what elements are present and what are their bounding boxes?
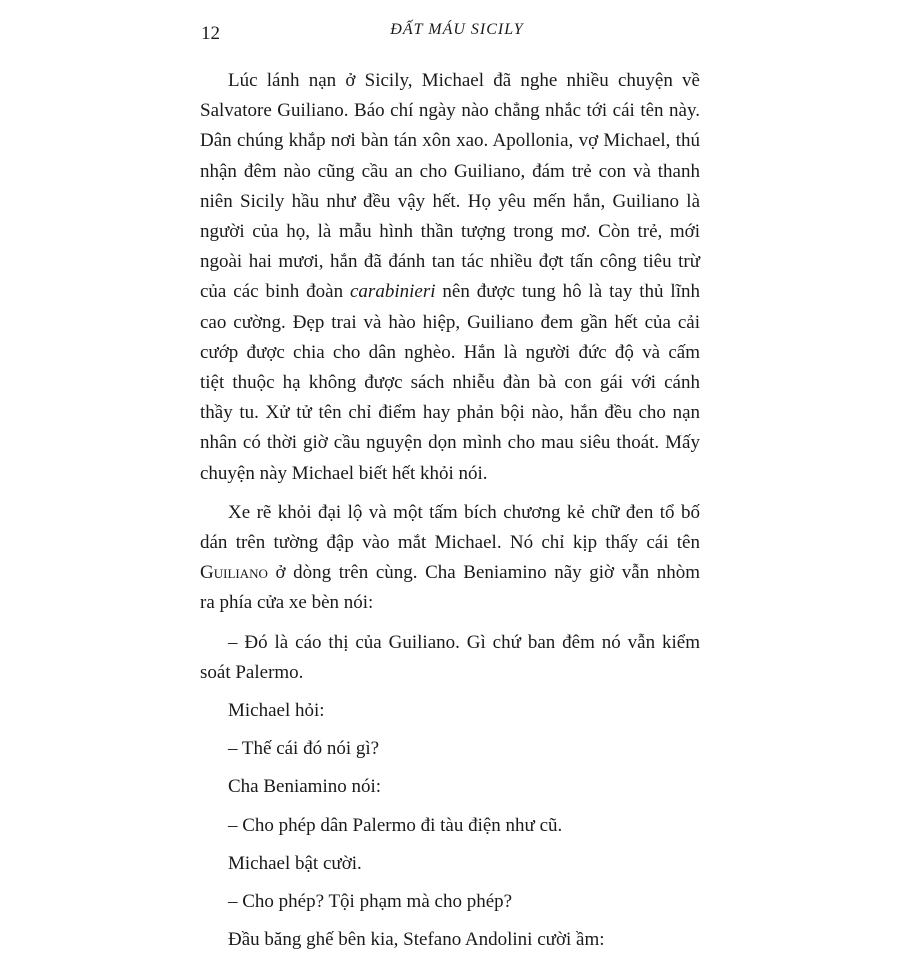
text-line: ngoài hai mươi, hắn đã đánh tan tác nhiều đợt tấn công tiêu trừ [200, 251, 700, 273]
text-line: cao cường. Đẹp trai và hào hiệp, Guiliano đem gần hết của cải [200, 311, 700, 333]
text-line: dán trên tường đập vào mắt Michael. Nó chỉ kịp thấy cái tên [200, 532, 700, 554]
text-line: nhân có thời giờ cầu nguyện dọn mình cho mau siêu thoát. Mấy [200, 432, 700, 454]
paragraph [200, 66, 700, 489]
text-line [200, 277, 700, 307]
dialogue-line: – Cho phép dân Palermo đi tàu điện như cũ. [228, 814, 563, 836]
text-line: người của họ, là mẫu hình thần tượng trong mơ. Còn trẻ, mới [200, 221, 700, 243]
small-caps-name: Guiliano [200, 562, 268, 584]
italic-term: carabinieri [350, 281, 436, 303]
text-segment: ở dòng trên cùng. Cha Beniamino nãy giờ vẫn nhòm [275, 562, 700, 584]
dialogue-line [200, 628, 700, 688]
text-line: tiệt thuộc hạ không được sách nhiễu đàn bà con gái với cánh [200, 372, 700, 394]
text-line: cướp được chia cho dân nghèo. Hắn là người đức độ và cấm [200, 341, 700, 363]
paragraph [200, 498, 700, 619]
text-line: ra phía cửa xe bèn nói: [200, 592, 374, 614]
text-line: soát Palermo. [200, 661, 304, 683]
page-number: 12 [201, 23, 220, 44]
dialogue-line: – Thế cái đó nói gì? [228, 738, 380, 760]
dialogue-line: Michael hỏi: [228, 700, 325, 722]
text-line: chuyện này Michael biết hết khỏi nói. [200, 462, 488, 484]
text-line: Lúc lánh nạn ở Sicily, Michael đã nghe nhiều chuyện về [228, 70, 700, 91]
text-line: Dân chúng khắp nơi bàn tán xôn xao. Apollonia, vợ Michael, thú [200, 130, 700, 152]
text-line: Xe rẽ khỏi đại lộ và một tấm bích chương kẻ chữ đen tổ bố [228, 501, 700, 523]
dialogue-line: – Cho phép? Tội phạm mà cho phép? [228, 891, 513, 913]
text-line: Salvatore Guiliano. Báo chí ngày nào chẳng nhắc tới cái tên này. [200, 100, 700, 122]
text-line [200, 558, 700, 588]
running-title: ĐẤT MÁU SICILY [390, 21, 524, 38]
dialogue-line: Michael bật cười. [228, 852, 362, 874]
running-head [0, 18, 900, 42]
text-line: nhận đêm nào cũng cầu an cho Guiliano, đám trẻ con và thanh [200, 160, 700, 182]
text-line: niên Sicily hầu như đều vậy hết. Họ yêu mến hắn, Guiliano là [200, 190, 700, 212]
text-line: – Đó là cáo thị của Guiliano. Gì chứ ban đêm nó vẫn kiểm [228, 631, 700, 653]
dialogue-line: Cha Beniamino nói: [228, 776, 382, 798]
text-segment: của các binh đoàn [200, 281, 344, 303]
text-segment: nên được tung hô là tay thủ lĩnh [442, 281, 700, 303]
dialogue-line: Đầu băng ghế bên kia, Stefano Andolini cười ầm: [228, 929, 605, 951]
text-line: thầy tu. Xử tử tên chỉ điểm hay phản bội nào, hắn đều cho nạn [200, 402, 700, 424]
body-text [200, 66, 700, 963]
